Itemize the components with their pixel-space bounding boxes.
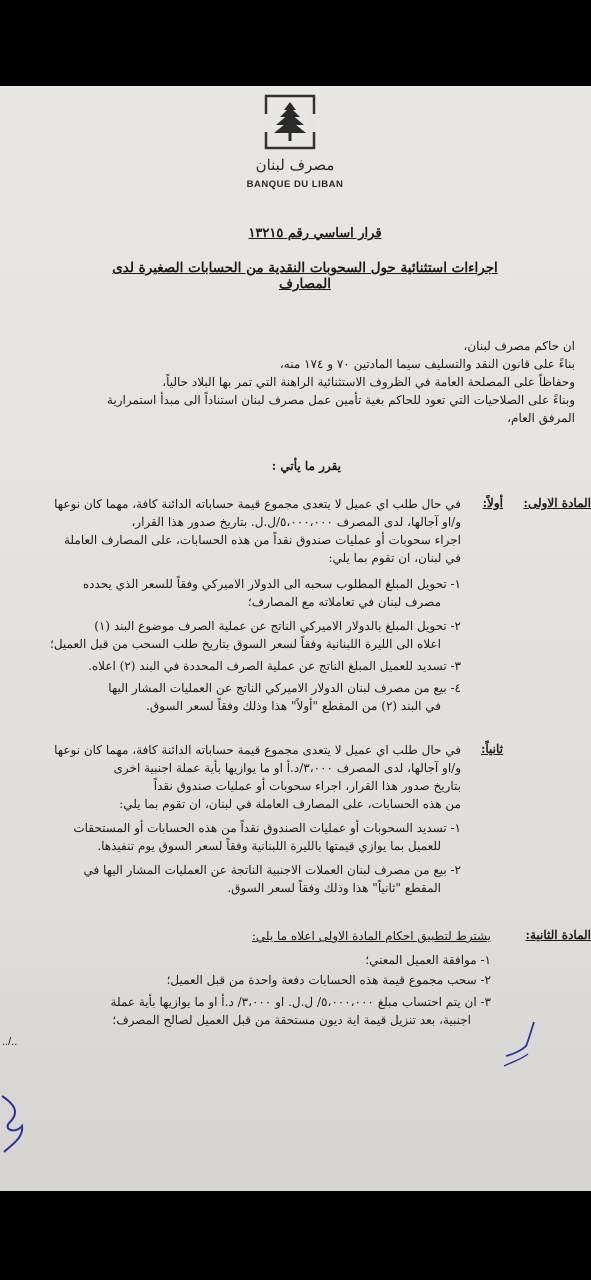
preamble-line: المرفق العام،: [507, 411, 575, 425]
article-2-item: ٢- سحب مجموع قيمة هذه الحسابات دفعة واحدة من قبل العميل؛: [166, 973, 491, 987]
article-1-first-line: في حال طلب اي عميل لا يتعدى مجموع قيمة حساباته الدائنة كافة، مهما كان نوعها: [54, 497, 461, 511]
logo-latin-text: BANQUE DU LIBAN: [246, 179, 344, 190]
article-1-first-item: اعلاه الى الليرة اللبنانية وفقاً لسعر السوق بتاريخ طلب السحب من قبل العميل؛: [50, 637, 441, 651]
preamble-line: وبناءً على الصلاحيات التي تعود للحاكم بغية تأمين عمل مصرف لبنان استناداً الى مبدأ استمرارية: [106, 393, 575, 407]
article-2-item: اجنبية، بعد تنزيل قيمة اية ديون مستحقة من قبل العميل لصالح المصرف؛: [112, 1013, 471, 1027]
article-2-line: يشترط لتطبيق احكام المادة الاولى اعلاه ما يلي:: [251, 929, 491, 943]
decision-number: قرار اساسي رقم ١٣٢١٥: [248, 226, 382, 241]
article-2-item: ٣- ان يتم احتساب مبلغ ٥،٠٠٠،٠٠٠/ ل.ل. او ٣،٠٠٠/ د.أ او ما يوازيها بأية عملة: [110, 995, 491, 1009]
article-1-first-item: مصرف لبنان في تعاملاته مع المصارف؛: [247, 595, 441, 609]
article-1-first-line: في لبنان، ان تقوم بما يلي:: [328, 551, 461, 565]
signature-initial-mark: [500, 1016, 540, 1076]
article-2-label: المادة الثانية:: [525, 928, 591, 942]
article-1-second-label: ثانياً:: [480, 742, 503, 756]
article-1-first-item: في البند (٢) من المقطع "أولاً" هذا وذلك وفقاً لسعر السوق.: [146, 699, 441, 713]
article-2-item: ١- موافقة العميل المعني؛: [365, 953, 491, 967]
cedar-logo-icon: [264, 94, 316, 150]
article-1-first-item: ١- تحويل المبلغ المطلوب سحبه الى الدولار الاميركي وفقاً للسعر الذي يحدده: [82, 577, 461, 591]
article-1-second-line: من هذه الحسابات، على المصارف العاملة في لبنان، ان تقوم بما يلي:: [119, 797, 461, 811]
article-1-first-line: اجراء سحوبات أو عمليات صندوق نقداً من هذه الحسابات، على المصارف العاملة: [63, 533, 461, 547]
article-1-label: المادة الاولى:: [523, 496, 591, 510]
article-1-second-line: في حال طلب اي عميل لا يتعدى مجموع قيمة حساباته الدائنة كافة، مهما كان نوعها: [54, 743, 461, 757]
article-1-first-item: ٤- بيع من مصرف لبنان الدولار الاميركي الناتج عن العمليات المشار اليها: [108, 681, 461, 695]
decides-heading: يقرر ما يأتي :: [271, 459, 341, 473]
document-page: [0, 86, 591, 1191]
preamble-line: وحفاظاً على المصلحة العامة في الظروف الاستثنائية الراهنة التي تمر بها البلاد حالياً،: [162, 375, 575, 389]
article-1-first-item: ٣- تسديد للعميل المبلغ الناتج عن عملية الصرف المحددة في البند (٢) اعلاه.: [88, 659, 461, 673]
article-1-first-label: أولاً:: [482, 496, 503, 510]
article-1-first-item: ٢- تحويل المبلغ بالدولار الاميركي الناتج عن عملية الصرف موضوع البند (١): [94, 619, 461, 633]
decision-title: اجراءات استثنائية حول السحوبات النقدية من الحسابات الصغيرة لدى المصارف: [112, 260, 498, 292]
signature-mark: [0, 1086, 26, 1156]
article-1-second-item: ٢- بيع من مصرف لبنان العملات الاجنبية الناتجة عن العمليات المشار اليها في: [83, 863, 461, 877]
article-1-first-line: و/او آجالها، لدى المصرف ٥،٠٠٠،٠٠٠/ل.ل. بتاريخ صدور هذا القرار،: [131, 515, 461, 529]
article-1-second-item: المقطع "ثانياً" هذا وذلك وفقاً لسعر السوق.: [227, 881, 441, 895]
preamble-line: ان حاكم مصرف لبنان،: [463, 339, 575, 353]
article-1-second-line: و/او آجالها، لدى المصرف ٣،٠٠٠/د.أ او ما يوازيها بأية عملة اجنبية اخرى: [113, 761, 461, 775]
article-1-second-line: بتاريخ صدور هذا القرار، اجراء سحوبات أو عمليات صندوق نقداً: [153, 779, 461, 793]
page-continuation: ../..: [2, 1036, 18, 1048]
preamble-line: بناءً على قانون النقد والتسليف سيما المادتين ٧٠ و ١٧٤ منه،: [279, 357, 575, 371]
article-1-second-item: للعميل بما يوازي قيمتها بالليرة اللبنانية وفقاً لسعر السوق يوم تنفيذها.: [97, 839, 441, 853]
article-1-second-item: ١- تسديد السحوبات أو عمليات الصندوق نقداً من هذه الحسابات أو المستحقات: [73, 821, 461, 835]
logo-arabic-text: مصرف لبنان: [255, 156, 335, 174]
